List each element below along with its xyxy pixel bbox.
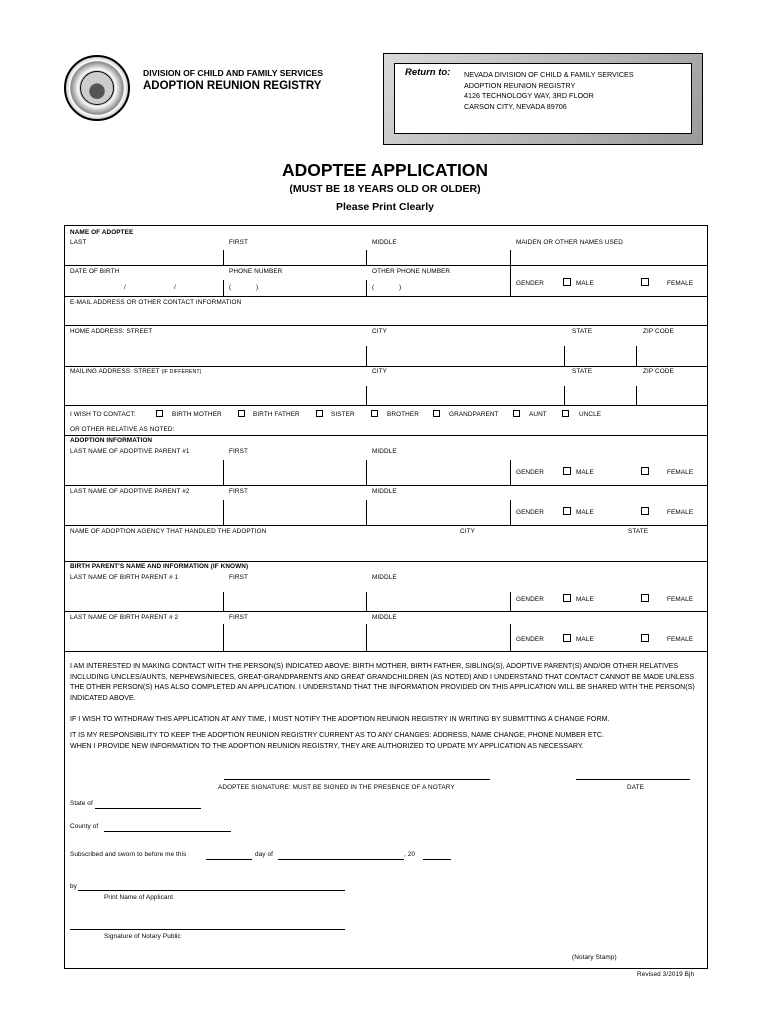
mailing-zip-label: ZIP CODE xyxy=(643,368,674,375)
contact-brother-checkbox[interactable] xyxy=(371,410,378,417)
adoptive-parent2-middle-field[interactable] xyxy=(368,498,509,524)
print-clearly-note: Please Print Clearly xyxy=(335,201,435,213)
return-address: NEVADA DIVISION OF CHILD & FAMILY SERVICES ADOPTION REUNION REGISTRY 4126 TECHNOLOGY WAY, 3RD FLOOR CARSON CITY, NEVADA 89706 xyxy=(464,70,634,111)
home-street-field[interactable] xyxy=(66,340,365,365)
adoptee-section-heading: NAME OF ADOPTEE xyxy=(70,229,134,236)
contact-aunt-label: AUNT xyxy=(529,411,547,418)
dob-field[interactable] xyxy=(66,278,222,295)
update-statement: WHEN I PROVIDE NEW INFORMATION TO THE ADOPTION REUNION REGISTRY, THEY ARE AUTHORIZED TO UPDATE MY APPLICATION AS NECESSARY. xyxy=(70,742,584,750)
birth-parent2-male-checkbox[interactable] xyxy=(563,634,571,642)
adoptee-first-name-field[interactable] xyxy=(225,249,365,264)
state-of-label: State of xyxy=(70,800,93,807)
birth-parent2-label: LAST NAME OF BIRTH PARENT # 2 xyxy=(70,614,179,621)
birth-parent1-first-label: FIRST xyxy=(229,574,248,581)
adoptive-parent2-label: LAST NAME OF ADOPTIVE PARENT #2 xyxy=(70,488,190,495)
birth-parent1-first-field[interactable] xyxy=(225,584,365,610)
state-seal xyxy=(64,55,130,121)
print-name-label: Print Name of Applicant xyxy=(104,894,174,901)
agency-state-field[interactable] xyxy=(624,538,706,560)
sworn-day-field[interactable] xyxy=(206,847,252,859)
sworn-year-field[interactable] xyxy=(423,847,451,859)
adoptive-parent1-middle-field[interactable] xyxy=(368,458,509,484)
form-title: ADOPTEE APPLICATION xyxy=(281,160,489,180)
other-phone-label: OTHER PHONE NUMBER xyxy=(372,268,451,275)
agency-name-field[interactable] xyxy=(66,538,456,560)
adoptive-parent1-female-checkbox[interactable] xyxy=(641,467,649,475)
birth-parent1-gender-label: GENDER xyxy=(516,596,544,603)
birth-parent1-middle-field[interactable] xyxy=(368,584,509,610)
date-label: DATE xyxy=(627,784,644,791)
first-name-label: FIRST xyxy=(229,239,248,246)
phone-paren-open: ( xyxy=(229,284,232,291)
return-label: Return to: xyxy=(405,67,451,78)
adoptive-parent1-female-label: FEMALE xyxy=(667,469,694,476)
adoptive-parent1-first-label: FIRST xyxy=(229,448,248,455)
birth-parent1-last-field[interactable] xyxy=(66,584,222,610)
birth-section-heading: BIRTH PARENT'S NAME AND INFORMATION (IF KNOWN) xyxy=(70,563,249,570)
adoptive-parent2-female-label: FEMALE xyxy=(667,509,694,516)
mailing-state-label: STATE xyxy=(572,368,593,375)
agency-city-label: CITY xyxy=(460,528,475,535)
contact-sister-label: SISTER xyxy=(331,411,355,418)
adoptive-parent2-male-label: MALE xyxy=(576,509,594,516)
birth-parent2-first-label: FIRST xyxy=(229,614,248,621)
female-label: FEMALE xyxy=(667,280,694,287)
birth-parent2-last-field[interactable] xyxy=(66,624,222,650)
adoptive-parent2-first-field[interactable] xyxy=(225,498,365,524)
sworn-month-field[interactable] xyxy=(278,847,404,859)
adoptee-signature-label: ADOPTEE SIGNATURE: MUST BE SIGNED IN THE PRESENCE OF A NOTARY xyxy=(218,784,455,791)
adoptive-parent1-male-checkbox[interactable] xyxy=(563,467,571,475)
mailing-city-label: CITY xyxy=(372,368,387,375)
adoptive-parent2-last-field[interactable] xyxy=(66,498,222,524)
agency-state-label: STATE xyxy=(628,528,649,535)
dob-slash-1: / xyxy=(124,284,126,291)
birth-parent2-middle-field[interactable] xyxy=(368,624,509,650)
birth-parent2-female-label: FEMALE xyxy=(667,636,694,643)
home-zip-field[interactable] xyxy=(638,340,706,365)
male-label: MALE xyxy=(576,280,594,287)
return-address-box xyxy=(383,53,703,145)
phone-field[interactable] xyxy=(225,278,365,295)
birth-parent2-female-checkbox[interactable] xyxy=(641,634,649,642)
birth-parent1-middle-label: MIDDLE xyxy=(372,574,397,581)
birth-parent2-male-label: MALE xyxy=(576,636,594,643)
registry-name: ADOPTION REUNION REGISTRY xyxy=(143,80,322,92)
adoptee-female-checkbox[interactable] xyxy=(641,278,649,286)
adoptive-parent1-label: LAST NAME OF ADOPTIVE PARENT #1 xyxy=(70,448,190,455)
contact-birth-father-label: BIRTH FATHER xyxy=(253,411,300,418)
contact-aunt-checkbox[interactable] xyxy=(513,410,520,417)
sworn-year-prefix: , 20 xyxy=(404,851,416,858)
maiden-name-label: MAIDEN OR OTHER NAMES USED xyxy=(516,239,623,246)
sworn-label: Subscribed and sworn to before me this xyxy=(70,851,187,858)
applicant-print-name-field[interactable] xyxy=(78,876,345,890)
other-phone-field[interactable] xyxy=(368,278,509,295)
withdraw-statement: IF I WISH TO WITHDRAW THIS APPLICATION AT ANY TIME, I MUST NOTIFY THE ADOPTION REUNION REGISTRY IN WRITING BY SUBMITTING A CHANGE FORM. xyxy=(70,715,610,723)
notary-signature-label: Signature of Notary Public xyxy=(104,933,181,940)
gender-label: GENDER xyxy=(516,280,544,287)
by-label: by xyxy=(70,883,77,890)
dob-slash-2: / xyxy=(174,284,176,291)
adoptive-parent1-male-label: MALE xyxy=(576,469,594,476)
mailing-city-field[interactable] xyxy=(368,380,563,404)
birth-parent1-male-label: MALE xyxy=(576,596,594,603)
mailing-state-field[interactable] xyxy=(566,380,635,404)
adoptee-maiden-name-field[interactable] xyxy=(512,249,706,264)
birth-parent2-gender-label: GENDER xyxy=(516,636,544,643)
adoptive-parent1-last-field[interactable] xyxy=(66,458,222,484)
birth-parent2-first-field[interactable] xyxy=(225,624,365,650)
agency-city-field[interactable] xyxy=(456,538,624,560)
birth-parent1-label: LAST NAME OF BIRTH PARENT # 1 xyxy=(70,574,179,581)
contact-grandparent-label: GRANDPARENT xyxy=(449,411,499,418)
email-field[interactable] xyxy=(66,308,706,324)
adoptive-parent2-first-label: FIRST xyxy=(229,488,248,495)
other-phone-paren-close: ) xyxy=(399,284,402,291)
birth-parent1-female-label: FEMALE xyxy=(667,596,694,603)
age-requirement: (MUST BE 18 YEARS OLD OR OLDER) xyxy=(289,183,481,195)
home-address-label: HOME ADDRESS: STREET xyxy=(70,328,153,335)
mailing-zip-field[interactable] xyxy=(638,380,706,404)
home-city-label: CITY xyxy=(372,328,387,335)
adoption-section-heading: ADOPTION INFORMATION xyxy=(70,437,153,444)
contact-brother-label: BROTHER xyxy=(387,411,419,418)
home-zip-label: ZIP CODE xyxy=(643,328,674,335)
adoptive-parent2-gender-label: GENDER xyxy=(516,509,544,516)
last-name-label: LAST xyxy=(70,239,87,246)
contact-label: I WISH TO CONTACT: xyxy=(70,411,136,418)
revision-note: Revised 3/2019 Bjh xyxy=(637,971,695,978)
adoptive-parent1-middle-label: MIDDLE xyxy=(372,448,397,455)
phone-label: PHONE NUMBER xyxy=(229,268,283,275)
adoptive-parent2-male-checkbox[interactable] xyxy=(563,507,571,515)
agency-label: NAME OF ADOPTION AGENCY THAT HANDLED THE ADOPTION xyxy=(70,528,267,535)
home-state-field[interactable] xyxy=(566,340,635,365)
consent-statement: I AM INTERESTED IN MAKING CONTACT WITH THE PERSON(S) INDICATED ABOVE: BIRTH MOTHER, BIRTH FATHER, SIBLING(S), ADOPTIVE PARENT(S) AND/OR OTHER RELATIVES INCLUDING UNCLES/AUNTS, NEPHEWS/NIECES, GREAT-GRANDPARENTS AND GREAT GRANDCHILDREN (AS NOTED) AND I UNDERSTAND THAT CONTACT CANNOT BE MADE UNLESS THE OTHER PERSON(S) HAS ALSO COMPLETED AN APPLICATION. I UNDERSTAND THAT THE INFORMATION PROVIDED ON THIS APPLICATION WILL BE SHARED WITH THE PERSON(S) INDICATED ABOVE. xyxy=(70,662,695,702)
contact-sister-checkbox[interactable] xyxy=(316,410,323,417)
home-city-field[interactable] xyxy=(368,340,563,365)
adoptive-parent2-middle-label: MIDDLE xyxy=(372,488,397,495)
adoptee-male-checkbox[interactable] xyxy=(563,278,571,286)
notary-signature-field[interactable] xyxy=(70,915,345,929)
sworn-day-of-label: day of xyxy=(255,851,274,858)
notary-stamp-label: (Notary Stamp) xyxy=(572,954,617,961)
contact-birth-mother-label: BIRTH MOTHER xyxy=(172,411,222,418)
birth-parent1-female-checkbox[interactable] xyxy=(641,594,649,602)
birth-parent1-male-checkbox[interactable] xyxy=(563,594,571,602)
responsibility-statement: IT IS MY RESPONSIBILITY TO KEEP THE ADOPTION REUNION REGISTRY CURRENT AS TO ANY CHANGES: ADDRESS, NAME CHANGE, PHONE NUMBER ETC. xyxy=(70,731,604,739)
contact-grandparent-checkbox[interactable] xyxy=(433,410,440,417)
dob-label: DATE OF BIRTH xyxy=(70,268,120,275)
state-of-field[interactable] xyxy=(95,796,201,808)
phone-paren-close: ) xyxy=(256,284,259,291)
other-phone-paren-open: ( xyxy=(372,284,375,291)
other-relative-label: OR OTHER RELATIVE AS NOTED: xyxy=(70,426,175,433)
adoptive-parent1-first-field[interactable] xyxy=(225,458,365,484)
birth-parent2-middle-label: MIDDLE xyxy=(372,614,397,621)
home-state-label: STATE xyxy=(572,328,593,335)
signature-date-field[interactable] xyxy=(576,765,690,779)
adoptive-parent1-gender-label: GENDER xyxy=(516,469,544,476)
adoptee-last-name-field[interactable] xyxy=(66,249,222,264)
adoptive-parent2-female-checkbox[interactable] xyxy=(641,507,649,515)
adoptee-middle-name-field[interactable] xyxy=(368,249,509,264)
middle-name-label: MIDDLE xyxy=(372,239,397,246)
contact-uncle-label: UNCLE xyxy=(579,411,602,418)
mailing-street-field[interactable] xyxy=(66,380,365,404)
adoptee-signature-field[interactable] xyxy=(224,765,490,779)
email-label: E-MAIL ADDRESS OR OTHER CONTACT INFORMATION xyxy=(70,299,242,306)
mailing-address-label: MAILING ADDRESS: STREET (IF DIFFERENT) xyxy=(70,368,202,375)
contact-birth-mother-checkbox[interactable] xyxy=(156,410,163,417)
other-relative-field[interactable] xyxy=(190,423,706,434)
contact-uncle-checkbox[interactable] xyxy=(562,410,569,417)
county-of-label: County of xyxy=(70,823,99,830)
division-name: DIVISION OF CHILD AND FAMILY SERVICES xyxy=(143,68,324,78)
contact-birth-father-checkbox[interactable] xyxy=(238,410,245,417)
county-of-field[interactable] xyxy=(104,819,231,831)
